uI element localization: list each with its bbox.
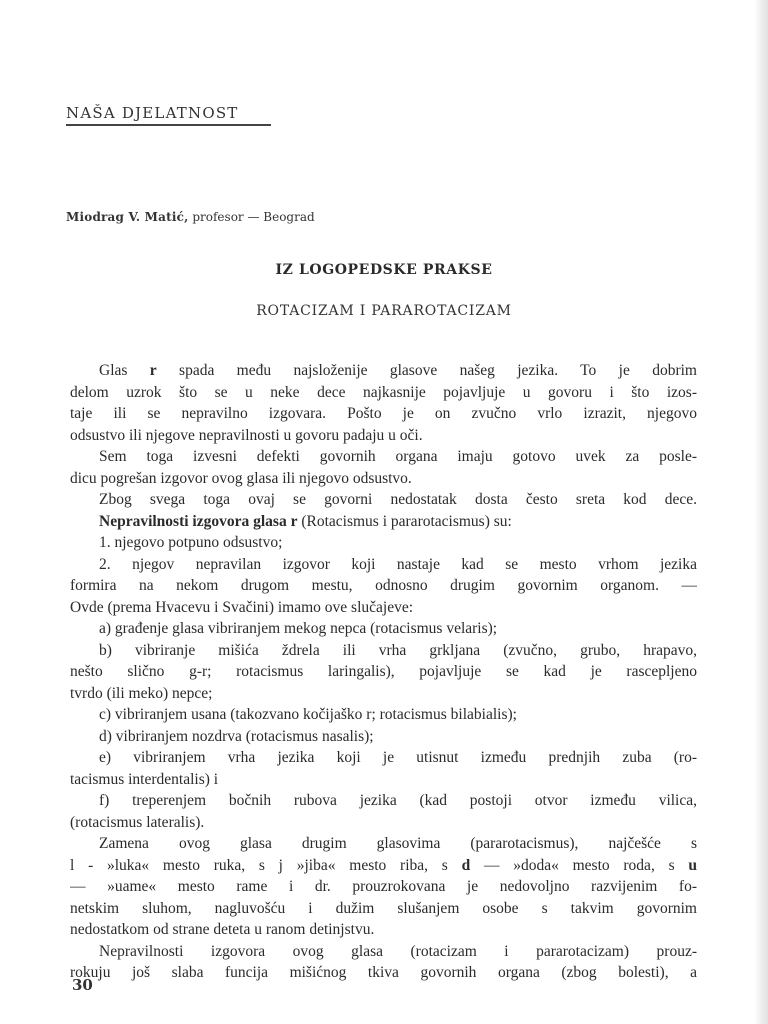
text-line — [70, 575, 697, 597]
text-line — [70, 898, 697, 920]
text-line — [70, 962, 697, 984]
text-segment: netskim sluhom, nagluvošću i dužim slušanjem osobe s takvim govornim — [70, 899, 697, 917]
text-line — [70, 468, 697, 490]
bold-text-segment: Nepravilnosti izgovora glasa r — [99, 512, 298, 530]
text-segment: c) vibriranjem usana (takozvano kočijaško r; rotacismus bilabialis); — [99, 706, 517, 723]
text-line — [70, 790, 697, 812]
section-header-rule — [66, 124, 271, 126]
text-segment: 1. njegovo potpuno odsustvo; — [99, 534, 283, 551]
byline — [66, 210, 315, 224]
text-segment: 2. njegov nepravilan izgovor koji nastaje kad se mesto vrhom jezika — [99, 555, 697, 573]
text-segment: Zamena ovog glasa drugim glasovima (pararotacismus), najčešće s — [99, 835, 697, 852]
text-segment: (Rotacismus i pararotacismus) su: — [297, 512, 512, 530]
text-segment: nedostatkom od strane deteta u ranom detinjstvu. — [70, 921, 375, 938]
text-segment: f) treperenjem bočnih rubova jezika (kad postoji otvor između vilica, — [99, 792, 697, 809]
text-line — [70, 382, 697, 404]
text-segment: (rotacismus lateralis). — [70, 813, 205, 831]
text-segment: a) građenje glasa vibriranjem mekog nepca (rotacismus velaris); — [99, 620, 498, 637]
bold-text-segment: u — [688, 856, 697, 874]
bold-text-segment: d — [461, 856, 471, 874]
section-header: NAŠA DJELATNOST — [66, 104, 239, 122]
text-line — [70, 704, 697, 726]
text-segment: formira na nekom drugom mestu, odnosno drugim govornim organom. — — [70, 577, 697, 594]
text-line — [70, 425, 697, 447]
text-segment: Zbog svega toga ovaj se govorni nedostatak dosta često sreta kod dece. — [99, 491, 697, 508]
bold-text-segment: r — [149, 362, 157, 379]
text-line — [70, 532, 697, 554]
text-line — [70, 876, 697, 898]
text-line — [70, 597, 697, 619]
text-line — [70, 833, 697, 855]
page-edge-shadow — [754, 0, 768, 1024]
text-segment: — »doda« mesto roda, s — [470, 856, 689, 874]
text-line — [70, 618, 697, 640]
text-segment: taje ili se nepravilno izgovara. Pošto je on zvučno vrlo izrazit, njegovo — [70, 405, 697, 422]
text-line — [70, 661, 697, 683]
text-line — [70, 726, 697, 748]
text-segment: Nepravilnosti izgovora ovog glasa (rotacizam i pararotacizam) prouz- — [99, 942, 697, 960]
page-number: 30 — [72, 976, 93, 994]
article-subtitle: ROTACIZAM I PARAROTACIZAM — [256, 303, 512, 319]
author-affiliation: profesor — Beograd — [192, 210, 315, 224]
text-line — [70, 640, 697, 662]
article-body — [70, 360, 697, 984]
author-name: Miodrag V. Matić, — [66, 210, 189, 224]
text-segment: odsustvo ili njegove nepravilnosti u govoru padaju u oči. — [70, 426, 423, 444]
text-line — [70, 683, 697, 705]
text-segment: rokuju još slaba funcija mišićnog tkiva govornih organa (zbog bolesti), a — [70, 964, 697, 981]
text-line — [70, 941, 697, 963]
text-segment: b) vibriranje mišića ždrela ili vrha grkljana (zvučno, grubo, hrapavo, — [99, 641, 697, 659]
text-segment: delom uzrok što se u neke dece najkasnije pojavljuje u govoru i što izos- — [70, 383, 697, 401]
text-line — [70, 554, 697, 576]
text-line — [70, 489, 697, 511]
text-line — [70, 769, 697, 791]
text-line — [70, 855, 697, 877]
text-segment: Ovde (prema Hvacevu i Svačini) imamo ove slučajeve: — [70, 598, 414, 616]
text-segment: spada među najsloženije glasove našeg jezika. To je dobrim — [156, 362, 697, 379]
text-segment: tvrdo (ili meko) nepce; — [70, 684, 213, 702]
text-segment: d) vibriranjem nozdrva (rotacismus nasalis); — [99, 727, 374, 745]
text-line — [70, 812, 697, 834]
article-title: IZ LOGOPEDSKE PRAKSE — [275, 262, 493, 278]
text-segment: Sem toga izvesni defekti govornih organa imaju gotovo uvek za posle- — [99, 448, 697, 465]
text-segment: — »uame« mesto rame i dr. prouzrokovana je nedovoljno razvijenim fo- — [70, 878, 697, 895]
text-segment: dicu pogrešan izgovor ovog glasa ili njegovo odsustvo. — [70, 469, 412, 487]
text-line — [70, 919, 697, 941]
text-segment: Glas — [99, 362, 150, 379]
text-line — [70, 747, 697, 769]
text-segment: nešto slično g-r; rotacismus laringalis), pojavljuje se kad je rascepljeno — [70, 663, 697, 680]
text-segment: e) vibriranjem vrha jezika koji je utisnut između prednjih zuba (ro- — [99, 749, 697, 766]
text-line — [70, 511, 697, 533]
text-segment: tacismus interdentalis) i — [70, 770, 219, 788]
text-line — [70, 446, 697, 468]
text-line — [70, 403, 697, 425]
text-line — [70, 360, 697, 382]
text-segment: l - »luka« mesto ruka, s j »jiba« mesto riba, s — [70, 856, 462, 874]
